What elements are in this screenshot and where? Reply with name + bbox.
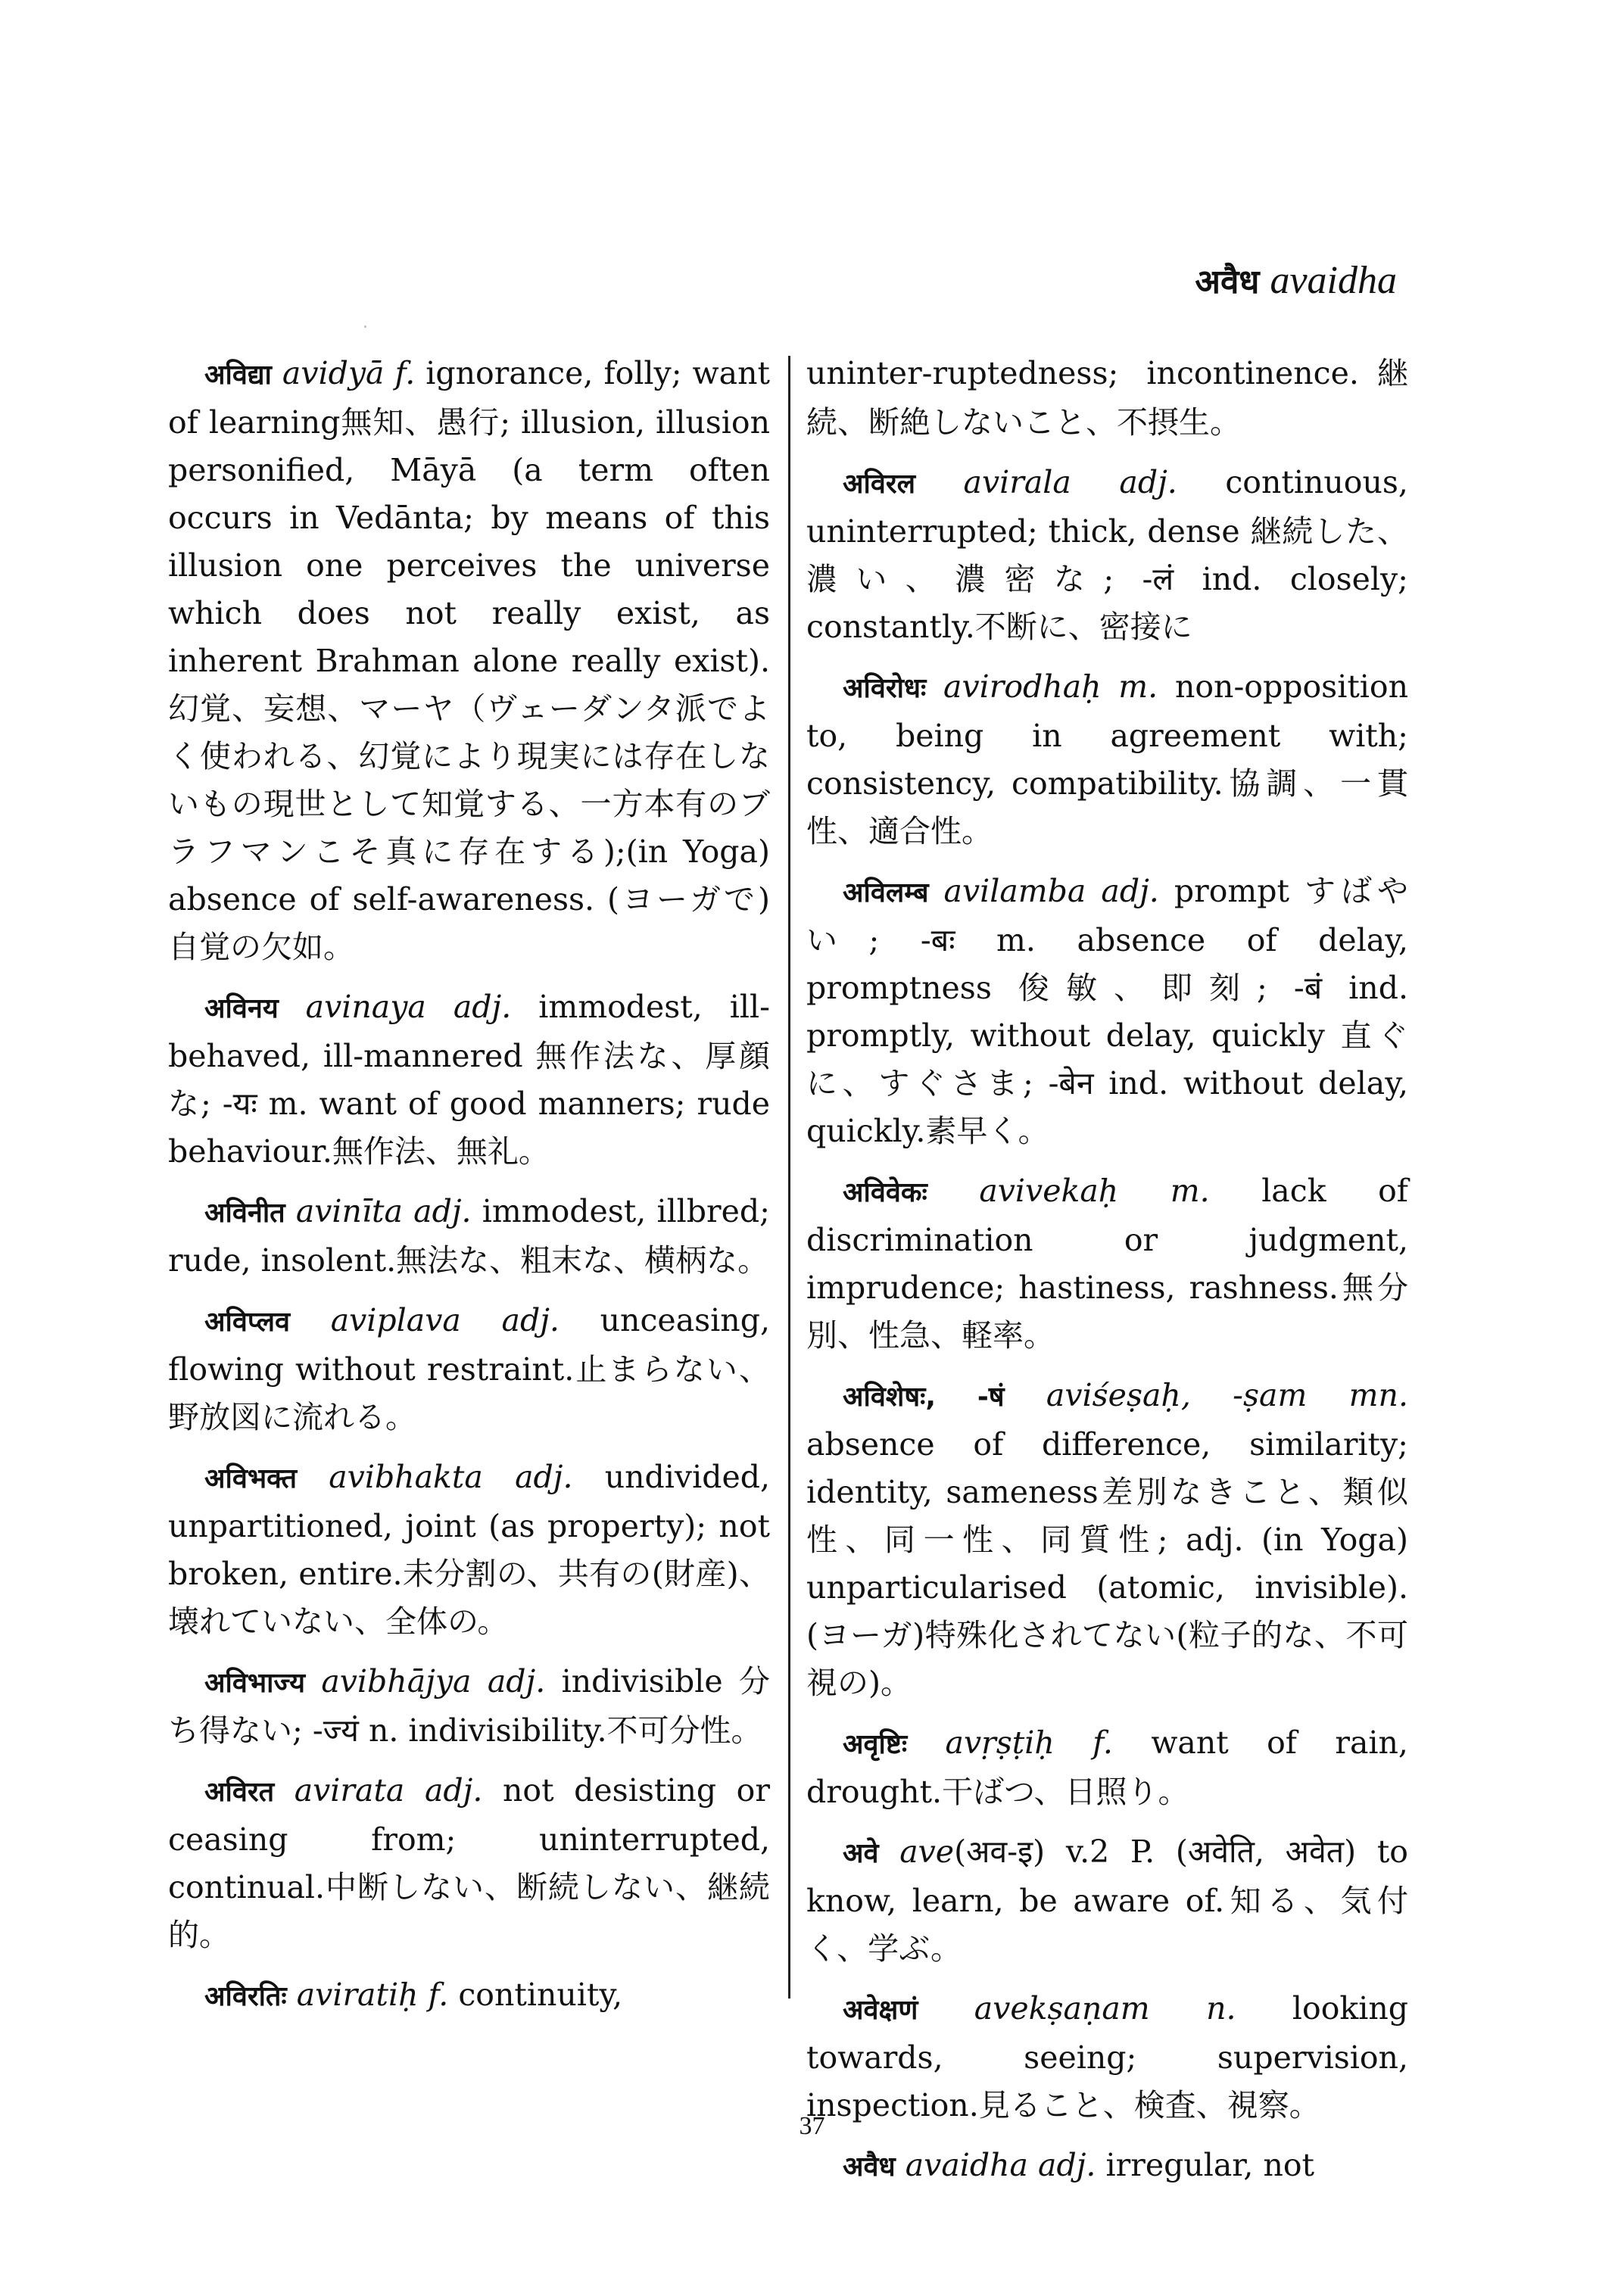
headword-devanagari: अविरतिः [204, 1981, 287, 2012]
definition: irregular, not [1105, 2147, 1315, 2183]
part-of-speech: adj. [1119, 464, 1177, 500]
headword-transliteration: avivekaḥ [979, 1173, 1119, 1209]
right-column [806, 350, 1408, 2203]
definition: prompt すばやい; -बः m. absence of delay, promptness 俊敏、即刻; -बं ind. promptly, without delay, quickly 直ぐに、すぐさま; -बेन ind. without delay, quickly.素早く。 [806, 873, 1408, 1149]
dictionary-entry [168, 1971, 770, 2020]
dictionary-entry [806, 663, 1408, 855]
part-of-speech: m. [1170, 1173, 1210, 1209]
headword-devanagari: अविवेकः [843, 1177, 927, 1208]
definition: unceasing, flowing without restraint.止まらない、野放図に流れる。 [168, 1302, 770, 1435]
headword-devanagari: अविभाज्य [204, 1668, 305, 1699]
dictionary-entry [168, 1453, 770, 1646]
dictionary-entry [168, 350, 770, 971]
part-of-speech: adj. [515, 1459, 573, 1495]
part-of-speech: adj. [1101, 873, 1159, 909]
headword-transliteration: avibhājya [321, 1663, 472, 1699]
page-number: 37 [799, 2112, 825, 2140]
headword-transliteration: avidyā [282, 355, 385, 391]
headword-devanagari: अविरोधः [843, 673, 927, 704]
headword-devanagari: अवेक्षणं [843, 1995, 918, 2026]
dictionary-entry [168, 1658, 770, 1755]
headword-transliteration: avilamba [943, 873, 1086, 909]
definition: to know, learn, be aware of.知る、気付く、学ぶ。 [806, 1833, 1408, 1967]
definition: ignorance, folly; want of learning無知、愚行; illusion, illusion personified, Māyā (a term often occurs in Vedānta; by means of this illusion one perceives the universe which does not really exist, as inherent Brahman alone really exist).幻覚、妄想、マーヤ（ヴェーダンタ派でよく使われる、幻覚により現実には存在しないもの現世として知覚する、一方本有のブラフマンこそ真に存在する);(in Yoga) absence of self-awareness. (ヨーガで)自覚の欠如。 [168, 355, 770, 965]
part-of-speech: n. [1206, 1990, 1236, 2027]
definition: lack of discrimination or judgment, imprudence; hastiness, rashness.無分別、性急、軽率。 [806, 1173, 1408, 1354]
headword-transliteration: avirata [294, 1772, 405, 1809]
running-head-devanagari: अवैध [1195, 263, 1260, 301]
definition: continuous, uninterrupted; thick, dense 継続した、濃い、濃密な; -लं ind. closely; constantly.不断に、密接に [806, 464, 1408, 645]
part-of-speech: m. [1118, 668, 1158, 705]
running-head [1195, 257, 1397, 303]
running-head-roman: avaidha [1270, 259, 1397, 302]
dictionary-entry [168, 983, 770, 1176]
headword-transliteration: avaidha [905, 2147, 1028, 2183]
dictionary-entry [806, 1167, 1408, 1360]
definition: not desisting or ceasing from; uninterrupted, continual.中断しない、断続しない、継続的。 [168, 1772, 770, 1953]
headword-devanagari: अविनय [204, 993, 279, 1024]
dictionary-entry [168, 1297, 770, 1441]
headword-devanagari: अवैध [843, 2151, 896, 2182]
definition: absence of difference, similarity; identity, sameness差別なきこと、類似性、同一性、同質性; adj. (in Yoga) unparticularised (atomic, invisible).(ヨーガ)特殊化されてない(粒子的な、不可視の)。 [806, 1426, 1408, 1701]
headword-transliteration: avirodhaḥ [943, 668, 1102, 705]
headword-transliteration: avinaya [305, 989, 426, 1025]
headword-transliteration: avibhakta [329, 1459, 483, 1495]
headword-devanagari: अविशेषः, -षं [843, 1382, 1005, 1413]
headword-devanagari: अविभक्त [204, 1463, 297, 1494]
dictionary-entry-continuation [806, 350, 1408, 447]
definition: undivided, unpartitioned, joint (as property); not broken, entire.未分割の、共有の(財産)、壊れていない、全体の。 [168, 1459, 770, 1640]
headword-devanagari: अविद्या [204, 360, 272, 391]
part-of-speech: mn. [1348, 1377, 1408, 1413]
definition: continuity, [458, 1977, 623, 2013]
dictionary-entry [806, 868, 1408, 1155]
part-of-speech: f. [394, 355, 416, 391]
headword-transliteration: ave [899, 1833, 955, 1870]
part-of-speech: adj. [501, 1302, 560, 1338]
dictionary-entry [806, 1828, 1408, 1973]
headword-devanagari: अविलम्ब [843, 877, 929, 908]
dictionary-entry [806, 1719, 1408, 1816]
definition: want of rain, drought.干ばつ、日照り。 [806, 1724, 1408, 1810]
part-of-speech: adj. [413, 1193, 472, 1229]
part-of-speech: f. [428, 1977, 449, 2013]
part-of-speech: f. [1093, 1724, 1113, 1761]
headword-transliteration: avṛṣṭiḥ [945, 1724, 1055, 1761]
dictionary-entry [806, 459, 1408, 651]
dictionary-entry [806, 1985, 1408, 2129]
headword-transliteration: avinīta [295, 1193, 403, 1229]
dictionary-entry [168, 1767, 770, 1959]
definition: looking towards, seeing; supervision, inspection.見ること、検査、視察。 [806, 1990, 1408, 2123]
column-divider [788, 356, 790, 1999]
headword-devanagari: अविप्लव [204, 1307, 291, 1338]
part-of-speech: adj. [453, 989, 512, 1025]
definition: indivisible 分ち得ない; -ज्यं n. indivisibility.不可分性。 [168, 1663, 770, 1749]
definition: immodest, ill-behaved, ill-mannered 無作法な、厚顔な; -यः m. want of good manners; rude behaviour.無作法、無礼。 [168, 989, 770, 1170]
part-of-speech: adj. [487, 1663, 546, 1699]
headword-transliteration: aviratiḥ [296, 1977, 419, 2013]
definition: non-opposition to, being in agreement with; consistency, compatibility.協調、一貫性、適合性。 [806, 668, 1408, 849]
headword-devanagari: अविनीत [204, 1198, 285, 1229]
headword-transliteration: aviśeṣaḥ, -ṣam [1046, 1377, 1308, 1413]
dictionary-entry [806, 2142, 1408, 2191]
part-of-speech: (अव-इ) v.2 P. (अवेति, अवेत) [954, 1833, 1357, 1870]
dictionary-entry [806, 1372, 1408, 1707]
left-column [168, 350, 770, 2033]
headword-devanagari: अविरत [204, 1777, 275, 1808]
definition: uninter-ruptedness; incontinence.継続、断絶しないこと、不摂生。 [806, 355, 1408, 441]
scan-speck [364, 326, 366, 328]
definition: immodest, illbred; rude, insolent.無法な、粗末な、横柄な。 [168, 1193, 770, 1279]
headword-devanagari: अवृष्टिः [843, 1729, 908, 1760]
headword-devanagari: अविरल [843, 469, 915, 500]
dictionary-entry [168, 1188, 770, 1285]
headword-transliteration: aviplava [330, 1302, 461, 1338]
headword-transliteration: avekṣaṇam [974, 1990, 1150, 2027]
headword-transliteration: avirala [963, 464, 1071, 500]
part-of-speech: adj. [424, 1772, 483, 1809]
headword-devanagari: अवे [843, 1838, 879, 1869]
part-of-speech: adj. [1038, 2147, 1096, 2183]
